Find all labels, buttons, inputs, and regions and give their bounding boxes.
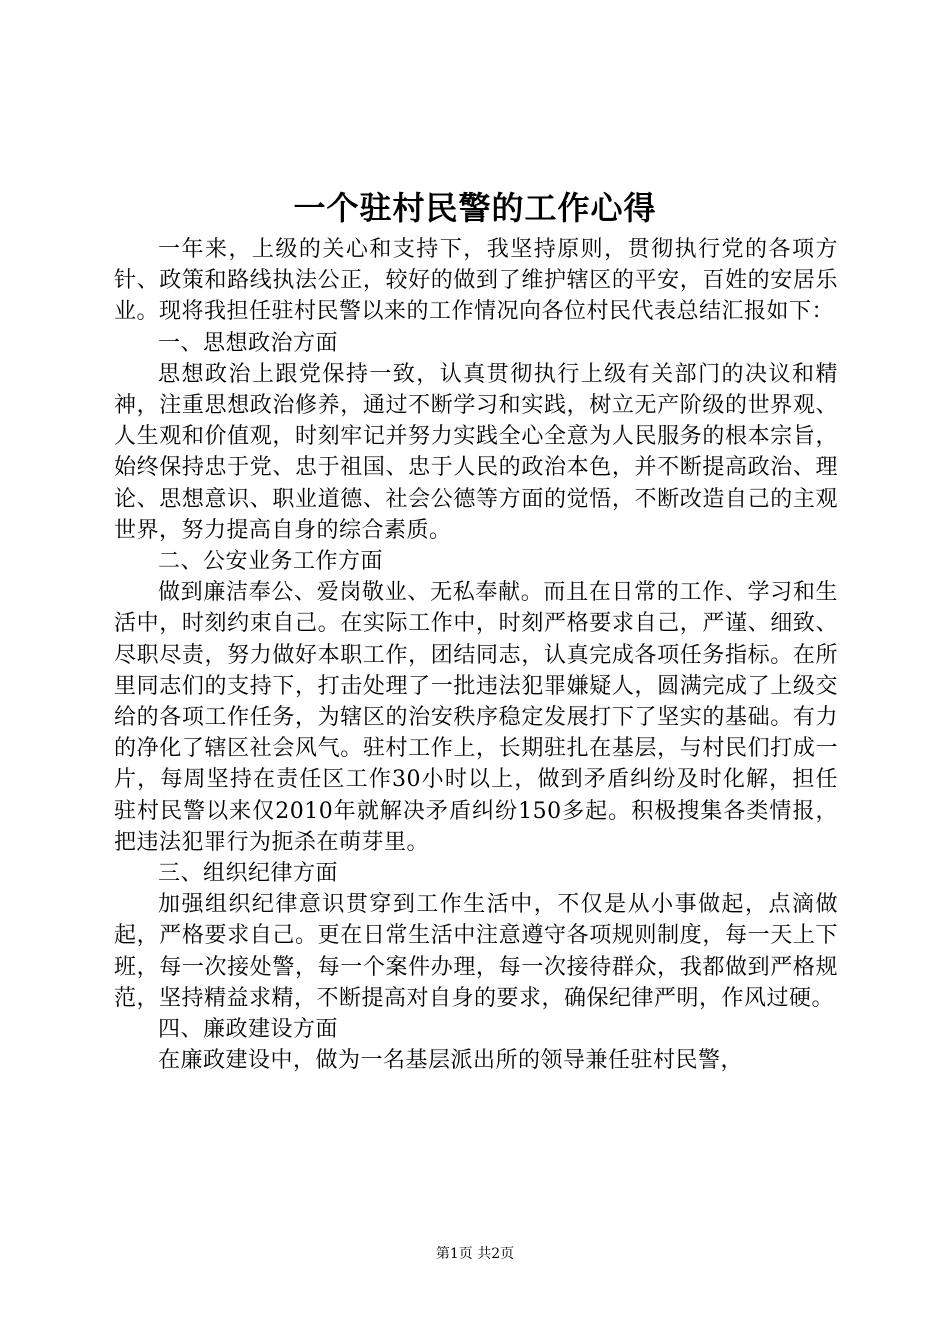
- integrity-paragraph: 在廉政建设中，做为一名基层派出所的领导兼任驻村民警，: [158, 1048, 744, 1074]
- discipline-paragraph: 加强组织纪律意识贯穿到工作生活中，不仅是从小事做起，点滴做起，严格要求自己。更在日常生活中注意遵守各项规则制度，每一天上下班，每一次接处警，每一个案件办理，每一次接待群众，我都做到严格规范，坚持精益求精，不断提高对自身的要求，确保纪律严明，作风过硬。: [114, 892, 838, 1011]
- document-title: 一个驻村民警的工作心得: [293, 189, 657, 227]
- section-heading-police-work: 二、公安业务工作方面: [158, 549, 384, 575]
- section-heading-integrity: 四、廉政建设方面: [158, 1017, 339, 1043]
- section-heading-discipline: 三、组织纪律方面: [158, 861, 339, 887]
- intro-paragraph: 一年来，上级的关心和支持下，我坚持原则，贯彻执行党的各项方针、政策和路线执法公正，较好的做到了维护辖区的平安，百姓的安居乐业。现将我担任驻村民警以来的工作情况向各位村民代表总结汇报如下：: [114, 237, 838, 325]
- police-work-paragraph: 做到廉洁奉公、爱岗敬业、无私奉献。而且在日常的工作、学习和生活中，时刻约束自己。在实际工作中，时刻严格要求自己，严谨、细致、尽职尽责，努力做好本职工作，团结同志，认真完成各项任务指标。在所里同志们的支持下，打击处理了一批违法犯罪嫌疑人，圆满完成了上级交给的各项工作任务，为辖区的治安秩序稳定发展打下了坚实的基础。有力的净化了辖区社会风气。驻村工作上，长期驻扎在基层，与村民们打成一片，每周坚持在责任区工作30小时以上，做到矛盾纠纷及时化解，担任驻村民警以来仅2010年就解决矛盾纠纷150多起。积极搜集各类情报，把违法犯罪行为扼杀在萌芽里。: [114, 580, 838, 855]
- section-heading-politics: 一、思想政治方面: [158, 330, 339, 356]
- document-body: [114, 234, 838, 1076]
- page-footer: 第1页 共2页: [435, 1246, 515, 1262]
- politics-paragraph: 思想政治上跟党保持一致，认真贯彻执行上级有关部门的决议和精神，注重思想政治修养，通过不断学习和实践，树立无产阶级的世界观、人生观和价值观，时刻牢记并努力实践全心全意为人民服务的根本宗旨，始终保持忠于党、忠于祖国、忠于人民的政治本色，并不断提高政治、理论、思想意识、职业道德、社会公德等方面的觉悟，不断改造自己的主观世界，努力提高自身的综合素质。: [114, 361, 838, 543]
